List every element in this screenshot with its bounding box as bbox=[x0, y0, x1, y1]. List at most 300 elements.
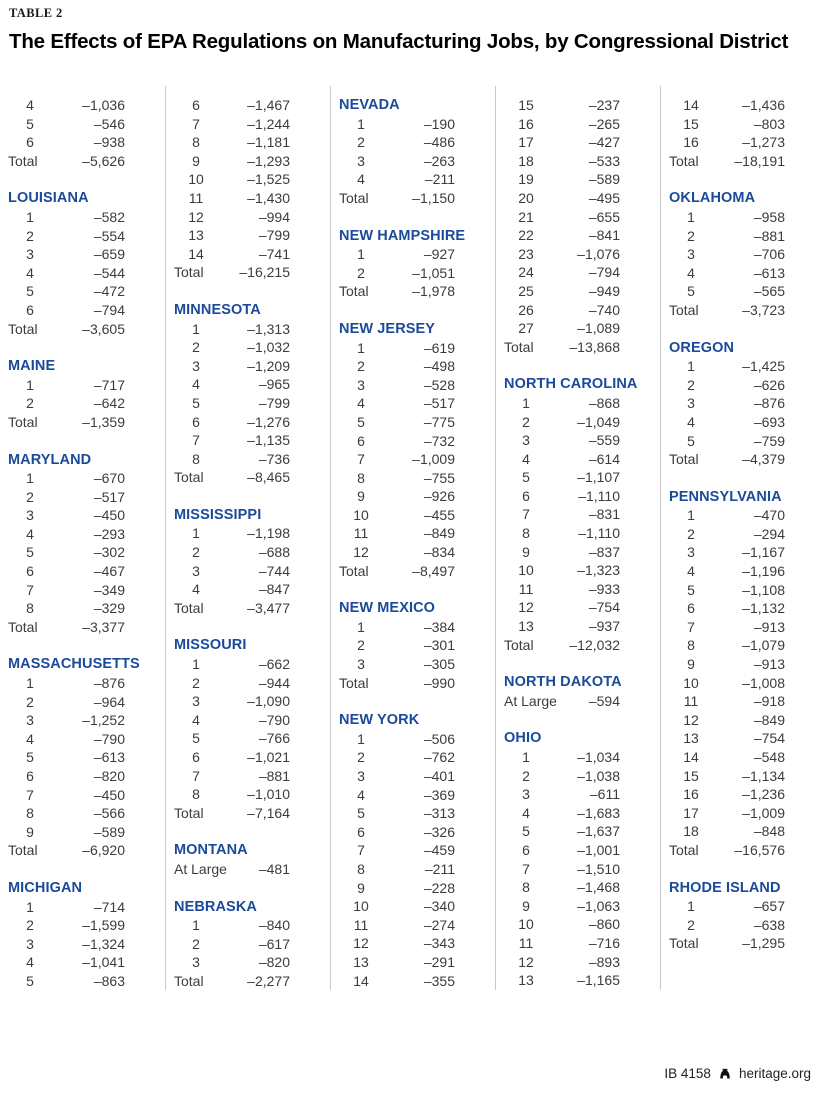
district-row bbox=[504, 860, 660, 879]
district-label: 5 bbox=[26, 283, 34, 300]
district-label: 6 bbox=[522, 841, 530, 858]
district-row bbox=[8, 898, 165, 917]
job-loss-value: –847 bbox=[258, 581, 290, 598]
job-loss-value: –566 bbox=[93, 805, 125, 822]
state-group bbox=[8, 189, 165, 338]
state-group bbox=[669, 339, 825, 469]
district-row bbox=[8, 674, 165, 693]
job-loss-value: –799 bbox=[258, 394, 290, 411]
district-label: 2 bbox=[357, 134, 365, 151]
district-row bbox=[669, 599, 825, 618]
district-row bbox=[504, 524, 660, 543]
district-label: 24 bbox=[518, 264, 534, 281]
district-label: 4 bbox=[26, 730, 34, 747]
state-heading: MASSACHUSETTS bbox=[8, 656, 140, 673]
district-label: 12 bbox=[353, 935, 369, 952]
job-loss-value: –384 bbox=[423, 618, 455, 635]
district-label: 8 bbox=[192, 786, 200, 803]
district-row bbox=[174, 655, 330, 674]
job-loss-value: –211 bbox=[424, 860, 455, 877]
district-label: 8 bbox=[26, 600, 34, 617]
state-heading: NEVADA bbox=[339, 97, 400, 113]
district-row bbox=[8, 152, 165, 171]
district-row bbox=[669, 208, 825, 227]
district-row bbox=[174, 785, 330, 804]
job-loss-value: –938 bbox=[93, 134, 125, 151]
job-loss-value: –1,978 bbox=[412, 283, 455, 300]
job-loss-value: –688 bbox=[258, 544, 290, 561]
district-label: 1 bbox=[522, 749, 530, 765]
district-label: 4 bbox=[192, 581, 200, 598]
district-label: 3 bbox=[26, 712, 34, 729]
district-row bbox=[339, 413, 495, 432]
job-loss-value: –1,009 bbox=[412, 451, 455, 468]
job-loss-value: –16,215 bbox=[239, 264, 290, 281]
district-row bbox=[8, 581, 165, 600]
job-loss-value: –1,637 bbox=[577, 823, 620, 840]
district-row bbox=[339, 786, 495, 805]
district-row bbox=[504, 636, 660, 655]
district-label: Total bbox=[174, 469, 204, 486]
district-row bbox=[504, 96, 660, 115]
job-loss-value: –3,723 bbox=[742, 301, 785, 318]
job-loss-value: –1,323 bbox=[577, 562, 620, 579]
district-row bbox=[504, 226, 660, 245]
job-loss-value: –1,009 bbox=[742, 804, 785, 821]
job-loss-value: –8,465 bbox=[247, 469, 290, 486]
district-row bbox=[8, 841, 165, 860]
job-loss-value: –1,273 bbox=[742, 134, 785, 151]
district-row bbox=[339, 636, 495, 655]
job-loss-value: –732 bbox=[423, 432, 455, 449]
job-loss-value: –211 bbox=[424, 171, 455, 188]
district-label: Total bbox=[8, 413, 38, 430]
district-label: 9 bbox=[687, 656, 695, 673]
district-row bbox=[8, 227, 165, 246]
district-label: 2 bbox=[26, 395, 34, 412]
district-label: 9 bbox=[192, 152, 200, 169]
district-row bbox=[504, 115, 660, 134]
district-row bbox=[669, 133, 825, 152]
district-label: 6 bbox=[357, 823, 365, 840]
job-loss-value: –293 bbox=[93, 525, 125, 542]
state-group bbox=[504, 729, 660, 989]
district-row bbox=[174, 729, 330, 748]
district-row bbox=[669, 432, 825, 451]
job-loss-value: –329 bbox=[93, 600, 125, 617]
job-loss-value: –626 bbox=[753, 376, 785, 393]
district-row bbox=[339, 767, 495, 786]
job-loss-value: –913 bbox=[753, 618, 785, 635]
job-loss-value: –1,276 bbox=[247, 413, 290, 430]
job-loss-value: –427 bbox=[588, 134, 620, 151]
district-row bbox=[504, 319, 660, 338]
state-group bbox=[174, 301, 330, 487]
district-label: At Large bbox=[504, 692, 557, 709]
district-label: 10 bbox=[188, 171, 204, 188]
district-row bbox=[504, 505, 660, 524]
district-label: 16 bbox=[518, 115, 534, 132]
job-loss-value: –1,090 bbox=[247, 693, 290, 710]
job-loss-value: –16,576 bbox=[734, 841, 785, 858]
district-label: 12 bbox=[683, 711, 699, 728]
district-row bbox=[669, 655, 825, 674]
district-row bbox=[339, 730, 495, 749]
district-label: 19 bbox=[518, 171, 534, 188]
district-row bbox=[174, 562, 330, 581]
district-label: 2 bbox=[192, 339, 200, 356]
district-row bbox=[504, 431, 660, 450]
district-row bbox=[669, 841, 825, 860]
job-loss-value: –263 bbox=[423, 152, 455, 169]
district-label: 15 bbox=[518, 97, 534, 113]
state-group bbox=[8, 451, 165, 637]
job-loss-value: –613 bbox=[753, 264, 785, 281]
state-group bbox=[504, 96, 660, 356]
district-row bbox=[669, 674, 825, 693]
district-row bbox=[504, 543, 660, 562]
job-loss-value: –755 bbox=[423, 469, 455, 486]
district-row bbox=[669, 748, 825, 767]
district-label: 7 bbox=[192, 115, 200, 132]
job-loss-value: –790 bbox=[93, 730, 125, 747]
district-row bbox=[8, 972, 165, 991]
district-row bbox=[669, 227, 825, 246]
district-label: 5 bbox=[26, 544, 34, 561]
district-label: 7 bbox=[522, 860, 530, 877]
district-row bbox=[669, 897, 825, 916]
job-loss-value: –820 bbox=[258, 954, 290, 971]
district-label: 6 bbox=[687, 600, 695, 617]
district-row bbox=[339, 674, 495, 693]
job-loss-value: –876 bbox=[93, 675, 125, 692]
district-row bbox=[174, 935, 330, 954]
job-loss-value: –918 bbox=[753, 693, 785, 710]
district-label: 5 bbox=[192, 394, 200, 411]
district-label: 12 bbox=[518, 953, 534, 970]
state-group bbox=[504, 375, 660, 654]
job-loss-value: –662 bbox=[258, 656, 290, 673]
district-row bbox=[8, 711, 165, 730]
district-row bbox=[504, 487, 660, 506]
job-loss-value: –343 bbox=[423, 935, 455, 952]
state-heading: MARYLAND bbox=[8, 451, 92, 468]
job-loss-value: –944 bbox=[258, 674, 290, 691]
state-group bbox=[339, 711, 495, 990]
district-label: 6 bbox=[192, 413, 200, 430]
district-row bbox=[339, 170, 495, 189]
district-row bbox=[504, 915, 660, 934]
district-label: 8 bbox=[522, 525, 530, 542]
district-label: 9 bbox=[522, 543, 530, 560]
job-loss-value: –228 bbox=[423, 879, 455, 896]
job-loss-value: –470 bbox=[753, 507, 785, 524]
district-label: 8 bbox=[357, 860, 365, 877]
job-loss-value: –619 bbox=[423, 339, 455, 356]
district-row bbox=[669, 618, 825, 637]
district-label: 22 bbox=[518, 227, 534, 244]
district-label: 3 bbox=[192, 693, 200, 710]
job-loss-value: –1,599 bbox=[82, 917, 125, 934]
job-loss-value: –706 bbox=[753, 246, 785, 263]
district-row bbox=[8, 133, 165, 152]
job-loss-value: –313 bbox=[423, 805, 455, 822]
district-label: 2 bbox=[192, 544, 200, 561]
job-loss-value: –1,244 bbox=[247, 115, 290, 132]
district-row bbox=[174, 152, 330, 171]
job-loss-value: –1,430 bbox=[247, 189, 290, 206]
district-row bbox=[174, 804, 330, 823]
job-loss-value: –18,191 bbox=[734, 152, 785, 169]
district-row bbox=[174, 263, 330, 282]
district-label: 1 bbox=[192, 320, 200, 337]
job-loss-value: –1,036 bbox=[82, 97, 125, 113]
job-loss-value: –670 bbox=[93, 470, 125, 487]
job-loss-value: –1,324 bbox=[82, 935, 125, 952]
state-heading: NEW YORK bbox=[339, 712, 420, 729]
district-row bbox=[8, 786, 165, 805]
state-heading: OREGON bbox=[669, 339, 735, 356]
district-label: 3 bbox=[357, 152, 365, 169]
district-row bbox=[504, 878, 660, 897]
district-row bbox=[339, 841, 495, 860]
job-loss-value: –1,032 bbox=[247, 339, 290, 356]
job-loss-value: –754 bbox=[588, 599, 620, 616]
district-row bbox=[8, 394, 165, 413]
job-loss-value: –614 bbox=[588, 450, 620, 467]
district-label: 13 bbox=[518, 618, 534, 635]
district-row bbox=[504, 767, 660, 786]
district-row bbox=[174, 245, 330, 264]
job-loss-value: –1,165 bbox=[577, 972, 620, 989]
district-row bbox=[174, 860, 330, 879]
district-row bbox=[504, 282, 660, 301]
district-label: 8 bbox=[357, 469, 365, 486]
district-label: 1 bbox=[26, 470, 34, 487]
job-loss-value: –1,038 bbox=[577, 767, 620, 784]
job-loss-value: –1,467 bbox=[247, 97, 290, 113]
district-label: 8 bbox=[26, 805, 34, 822]
table-number-label: TABLE 2 bbox=[9, 6, 63, 20]
district-label: 2 bbox=[26, 693, 34, 710]
district-label: Total bbox=[669, 301, 699, 318]
district-row bbox=[174, 543, 330, 562]
district-label: 3 bbox=[192, 954, 200, 971]
job-loss-value: –517 bbox=[93, 488, 125, 505]
district-row bbox=[8, 506, 165, 525]
job-loss-value: –274 bbox=[423, 916, 455, 933]
district-label: Total bbox=[339, 562, 369, 579]
job-loss-value: –790 bbox=[258, 711, 290, 728]
district-row bbox=[8, 748, 165, 767]
district-row bbox=[8, 115, 165, 134]
district-label: 2 bbox=[357, 749, 365, 766]
doc-id: IB 4158 bbox=[664, 1066, 711, 1081]
job-loss-value: –849 bbox=[753, 711, 785, 728]
district-row bbox=[669, 96, 825, 115]
district-row bbox=[339, 524, 495, 543]
state-group bbox=[8, 357, 165, 431]
district-label: 14 bbox=[683, 749, 699, 765]
district-label: 3 bbox=[26, 507, 34, 524]
job-loss-value: –265 bbox=[588, 115, 620, 132]
district-label: 1 bbox=[26, 675, 34, 692]
state-group bbox=[174, 636, 330, 822]
district-label: 5 bbox=[687, 432, 695, 449]
district-label: 2 bbox=[192, 674, 200, 691]
district-label: 9 bbox=[357, 488, 365, 505]
district-row bbox=[504, 580, 660, 599]
job-loss-value: –467 bbox=[93, 563, 125, 580]
district-row bbox=[8, 823, 165, 842]
district-label: Total bbox=[8, 320, 38, 337]
table-column bbox=[165, 86, 330, 990]
district-row bbox=[8, 935, 165, 954]
job-loss-value: –4,379 bbox=[742, 451, 785, 468]
district-row bbox=[8, 525, 165, 544]
district-label: 6 bbox=[26, 301, 34, 318]
district-row bbox=[174, 692, 330, 711]
district-label: Total bbox=[8, 842, 38, 859]
district-row bbox=[504, 953, 660, 972]
district-label: 7 bbox=[357, 451, 365, 468]
job-loss-value: –237 bbox=[588, 97, 620, 113]
district-label: 8 bbox=[192, 450, 200, 467]
job-loss-value: –565 bbox=[753, 283, 785, 300]
table-column bbox=[330, 86, 495, 990]
state-group bbox=[174, 898, 330, 991]
state-group bbox=[669, 189, 825, 319]
district-label: 4 bbox=[192, 376, 200, 393]
district-label: 15 bbox=[683, 767, 699, 784]
job-loss-value: –8,497 bbox=[412, 562, 455, 579]
job-loss-value: –12,032 bbox=[569, 636, 620, 653]
district-label: 9 bbox=[357, 879, 365, 896]
job-loss-value: –1,252 bbox=[82, 712, 125, 729]
district-label: Total bbox=[669, 841, 699, 858]
state-heading: NEW JERSEY bbox=[339, 320, 436, 337]
state-heading: NORTH CAROLINA bbox=[504, 376, 638, 393]
district-row bbox=[174, 524, 330, 543]
district-label: 7 bbox=[687, 618, 695, 635]
district-label: 4 bbox=[687, 413, 695, 430]
district-row bbox=[174, 170, 330, 189]
district-label: 8 bbox=[687, 637, 695, 654]
district-row bbox=[504, 450, 660, 469]
district-row bbox=[669, 301, 825, 320]
district-row bbox=[8, 767, 165, 786]
district-row bbox=[339, 804, 495, 823]
district-row bbox=[669, 376, 825, 395]
job-loss-value: –740 bbox=[588, 301, 620, 318]
district-label: 5 bbox=[522, 469, 530, 486]
job-loss-value: –937 bbox=[588, 618, 620, 635]
district-row bbox=[8, 916, 165, 935]
district-row bbox=[8, 488, 165, 507]
job-loss-value: –3,605 bbox=[82, 320, 125, 337]
job-loss-value: –876 bbox=[753, 395, 785, 412]
job-loss-value: –1,181 bbox=[247, 134, 290, 151]
district-label: 5 bbox=[687, 581, 695, 598]
district-row bbox=[174, 96, 330, 115]
district-row bbox=[669, 916, 825, 935]
district-label: Total bbox=[339, 674, 369, 691]
district-label: 1 bbox=[192, 525, 200, 542]
state-heading: RHODE ISLAND bbox=[669, 879, 781, 896]
job-loss-value: –1,209 bbox=[247, 357, 290, 374]
district-label: 4 bbox=[26, 264, 34, 281]
district-label: Total bbox=[174, 599, 204, 616]
district-row bbox=[8, 543, 165, 562]
table-column bbox=[0, 86, 165, 990]
district-label: 2 bbox=[192, 935, 200, 952]
district-label: 3 bbox=[357, 656, 365, 673]
job-loss-value: –1,683 bbox=[577, 804, 620, 821]
district-label: Total bbox=[669, 152, 699, 169]
district-label: 3 bbox=[687, 544, 695, 561]
district-row bbox=[174, 972, 330, 991]
district-row bbox=[504, 394, 660, 413]
district-label: 27 bbox=[518, 320, 534, 337]
document-header bbox=[9, 6, 815, 54]
job-loss-value: –860 bbox=[588, 916, 620, 933]
district-row bbox=[8, 96, 165, 115]
job-loss-value: –349 bbox=[93, 581, 125, 598]
district-row bbox=[8, 413, 165, 432]
district-row bbox=[339, 916, 495, 935]
district-row bbox=[8, 730, 165, 749]
job-loss-value: –933 bbox=[588, 580, 620, 597]
job-loss-value: –1,051 bbox=[412, 264, 455, 281]
district-label: 7 bbox=[192, 767, 200, 784]
district-label: 11 bbox=[683, 693, 699, 710]
district-label: 13 bbox=[683, 730, 699, 747]
job-loss-value: –302 bbox=[93, 544, 125, 561]
district-label: 1 bbox=[357, 618, 365, 635]
job-loss-value: –1,010 bbox=[247, 786, 290, 803]
district-row bbox=[8, 245, 165, 264]
district-row bbox=[8, 804, 165, 823]
district-row bbox=[504, 133, 660, 152]
district-label: 7 bbox=[26, 786, 34, 803]
district-row bbox=[669, 636, 825, 655]
job-loss-value: –1,510 bbox=[577, 860, 620, 877]
job-loss-value: –848 bbox=[753, 823, 785, 840]
job-loss-value: –964 bbox=[93, 693, 125, 710]
job-loss-value: –544 bbox=[93, 264, 125, 281]
state-heading: NEW HAMPSHIRE bbox=[339, 227, 466, 244]
district-row bbox=[8, 599, 165, 618]
district-label: 13 bbox=[353, 953, 369, 970]
district-row bbox=[504, 971, 660, 990]
district-label: 6 bbox=[192, 749, 200, 765]
district-row bbox=[339, 282, 495, 301]
district-row bbox=[8, 208, 165, 227]
job-loss-value: –657 bbox=[753, 898, 785, 915]
job-loss-value: –1,135 bbox=[247, 432, 290, 449]
job-loss-value: –1,359 bbox=[82, 413, 125, 430]
district-label: 6 bbox=[26, 768, 34, 784]
district-label: 9 bbox=[522, 897, 530, 914]
district-label: 2 bbox=[687, 916, 695, 933]
district-row bbox=[669, 394, 825, 413]
district-label: 18 bbox=[683, 823, 699, 840]
job-loss-value: –831 bbox=[588, 506, 620, 523]
state-group bbox=[174, 841, 330, 878]
district-row bbox=[504, 413, 660, 432]
state-heading: PENNSYLVANIA bbox=[669, 488, 782, 505]
district-label: 2 bbox=[357, 264, 365, 281]
